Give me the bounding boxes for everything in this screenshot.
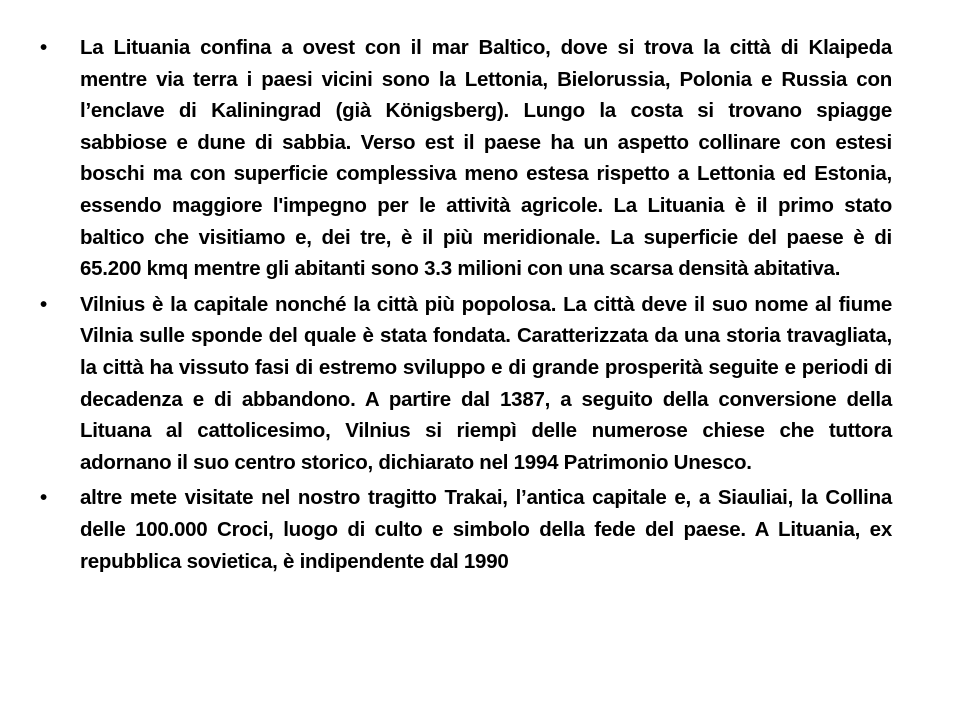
bullet-marker: • [40,486,47,510]
bullet-item-geography [40,32,892,285]
bullet-text: altre mete visitate nel nostro tragitto Trakai, l’antica capitale e, a Siauliai, la Collina delle 100.000 Croci, luogo di culto e simbolo della fede del paese. A Lituania, ex repubblica sovietica, è indipendente dal 1990 [80,486,892,573]
bullet-item-vilnius [40,289,892,479]
bullet-list [40,32,892,581]
bullet-text: La Lituania confina a ovest con il mar Baltico, dove si trova la città di Klaipeda mentre via terra i paesi vicini sono la Lettonia, Bielorussia, Polonia e Russia con l’enclave di Kaliningrad (già Königsberg). Lungo la costa si trovano spiagge sabbiose e dune di sabbia. Verso est il paese ha un aspetto collinare con estesi boschi ma con superficie complessiva meno estesa rispetto a Lettonia ed Estonia, essendo maggiore l'impegno per le attività agricole. La Lituania è il primo stato baltico che visitiamo e, dei tre, è il più meridionale. La superficie del paese è di 65.200 kmq mentre gli abitanti sono 3.3 milioni con una scarsa densità abitativa. [80,36,892,281]
bullet-marker: • [40,292,47,316]
bullet-marker: • [40,36,47,59]
bullet-text: Vilnius è la capitale nonché la città più popolosa. La città deve il suo nome al fiume Vilnia sulle sponde del quale è stata fondata. Caratterizzata da una storia travagliata, la città ha vissuto fasi di estremo sviluppo e di grande prosperità seguite e periodi di decadenza e di abbandono. A partire dal 1387, a seguito della conversione della Lituana al cattolicesimo, Vilnius si riempì delle numerose chiese che tuttora adornano il suo centro storico, dichiarato nel 1994 Patrimonio Unesco. [80,292,892,474]
bullet-item-destinations [40,482,892,577]
